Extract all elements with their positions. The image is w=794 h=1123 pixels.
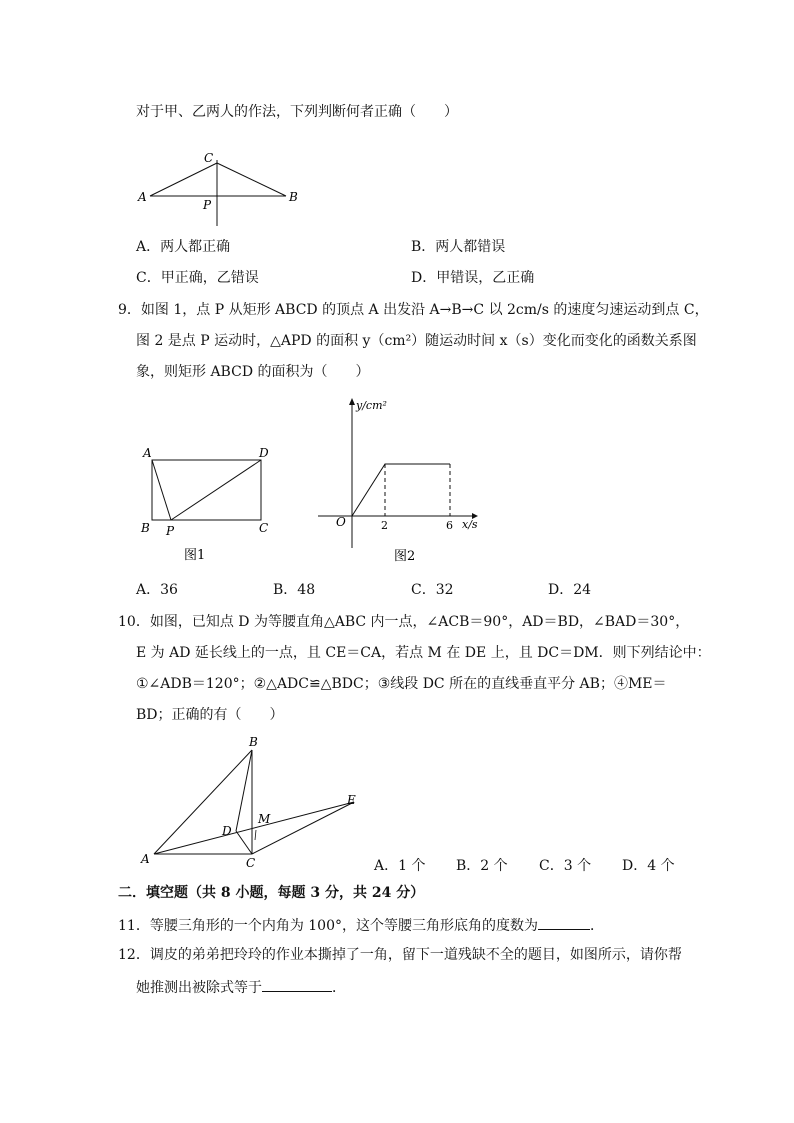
q8-option-b[interactable] [411,238,505,256]
q9-number: 9． [118,302,141,318]
q12-number: 12． [118,947,150,963]
q9-ylabel: y/cm² [356,399,387,412]
option-text: 3 个 [563,858,592,874]
q10-label-a: A [141,852,150,866]
option-text: 2 个 [480,858,508,874]
q9-line3: 象，则矩形 ABCD 的面积为（ ） [136,364,370,380]
q12-line1 [118,946,682,964]
option-text: 32 [435,582,454,598]
option-text: 两人都错误 [435,239,506,255]
q8-label-a: A [138,190,147,204]
q10-option-a[interactable] [374,857,425,875]
q8-option-c[interactable] [136,269,259,287]
option-text: 48 [297,582,316,598]
option-letter: C． [411,582,436,598]
q10-label-d: D [222,824,232,838]
q10-line2: E 为 AD 延长线上的一点，且 CE＝CA，若点 M 在 DE 上，且 DC＝DM．则下列结论中： [136,645,711,661]
q10-label-c: C [246,856,256,870]
q10-option-b[interactable] [456,857,508,875]
q9-figure-1 [136,440,286,570]
q9-option-a[interactable] [136,581,178,599]
q9-xlabel: x/s [462,518,478,531]
q9-label-a: A [143,446,152,460]
section-heading: 二．填空题（共 8 小题，每题 3 分，共 24 分） [118,885,425,901]
q10-label-e: E [347,793,356,807]
option-text: 甲错误，乙正确 [436,270,535,286]
q10-option-d[interactable] [622,857,675,875]
q8-label-c: C [204,151,214,165]
q10-line4: BD；正确的有（ ） [136,707,284,723]
q9-label-b: B [141,521,150,535]
q8-label-b: B [289,190,298,204]
option-letter: A． [136,582,161,598]
q9-line1 [118,301,709,319]
q8-option-a[interactable] [136,238,230,256]
q8-figure [130,150,310,230]
q10-label-m: M [258,812,271,826]
q8-option-d[interactable] [411,269,534,287]
option-letter: D． [411,270,437,286]
q8-label-p: P [203,198,212,212]
option-letter: C． [136,270,161,286]
q9-figure-2 [312,392,487,567]
q10-number: 10． [118,614,150,630]
q9-line2: 图 2 是点 P 运动时，△APD 的面积 y（cm²）随运动时间 x（s）变化而变化的函数关系图 [136,333,697,349]
q11-text: 等腰三角形的一个内角为 100°，这个等腰三角形底角的度数为 [149,918,538,934]
q9-origin: O [336,515,346,529]
option-letter: B． [273,582,298,598]
q10-text: 如图，已知点 D 为等腰直角△ABC 内一点，∠ACB＝90°，AD＝BD，∠BAD＝30°， [149,614,690,630]
q12-text-2: 她推测出被除式等于 [136,980,262,996]
q10-label-b: B [249,735,258,749]
option-letter: A． [374,858,399,874]
option-text: 1 个 [398,858,426,874]
option-letter: D． [622,858,648,874]
q11-end: ． [590,918,604,934]
q9-fig1-caption: 图1 [184,548,206,563]
option-letter: C． [539,858,564,874]
q12-text: 调皮的弟弟把玲玲的作业本撕掉了一角，留下一道残缺不全的题目，如图所示，请你帮 [149,947,682,963]
option-text: 两人都正确 [160,239,231,255]
q9-label-c: C [259,521,269,535]
q10-figure [136,730,376,875]
q9-text: 如图 1，点 P 从矩形 ABCD 的顶点 A 出发沿 A→B→C 以 2cm/s 的速度匀速运动到点 C， [140,302,709,318]
option-letter: B． [411,239,436,255]
option-letter: A． [136,239,161,255]
q9-label-d: D [259,446,269,460]
option-text: 24 [573,582,592,598]
q10-line3: ①∠ADB＝120°；②△ADC≌△BDC；③线段 DC 所在的直线垂直平分 AB；④ME＝ [136,676,667,692]
q10-line1 [118,613,689,631]
option-letter: B． [456,858,481,874]
q8-stem: 对于甲、乙两人的作法，下列判断何者正确（ ） [136,104,458,120]
option-text: 4 个 [647,858,675,874]
q11-number: 11． [118,918,150,934]
q12-line2 [136,977,346,997]
q12-end: ． [332,980,346,996]
q10-option-c[interactable] [539,857,591,875]
option-letter: D． [548,582,574,598]
q9-option-c[interactable] [411,581,454,599]
q9-tick-2: 2 [381,519,388,532]
q9-tick-6: 6 [446,519,453,532]
option-text: 甲正确，乙错误 [160,270,259,286]
option-text: 36 [160,582,178,598]
q9-fig2-caption: 图2 [394,549,416,564]
q9-option-d[interactable] [548,581,591,599]
q11-answer-blank[interactable] [538,915,590,930]
q11 [118,915,604,935]
q9-label-p: P [166,524,175,538]
q12-answer-blank[interactable] [262,977,332,992]
q9-option-b[interactable] [273,581,315,599]
